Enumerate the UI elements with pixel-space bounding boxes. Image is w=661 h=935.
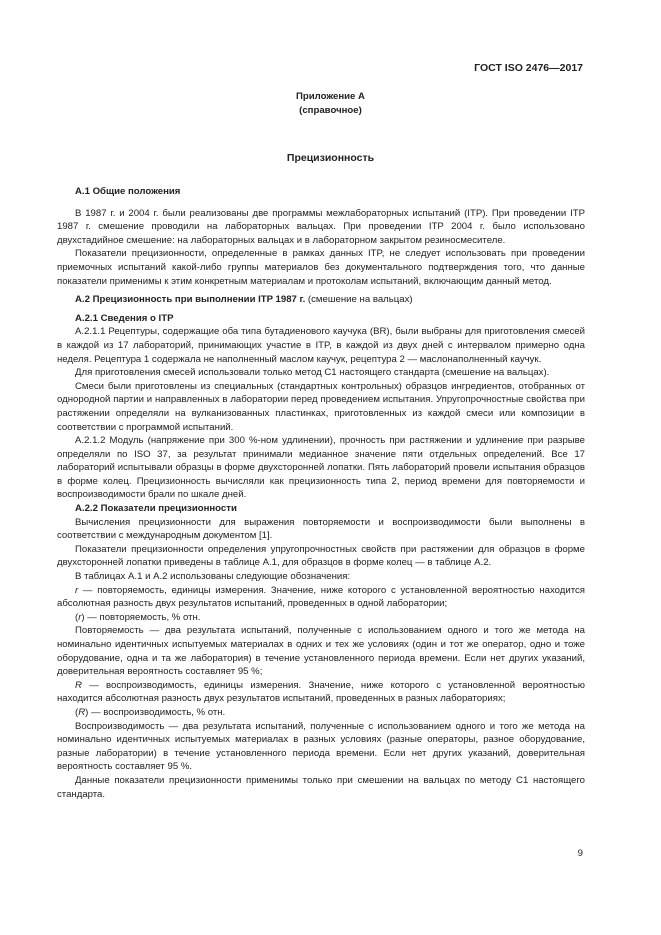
heading-a2 (57, 293, 585, 307)
paragraph: В таблицах А.1 и А.2 использованы следующие обозначения: (75, 571, 351, 583)
annex-type: (справочное) (299, 105, 362, 116)
section-title: Прецизионность (286, 152, 375, 164)
paragraph: В 1987 г. и 2004 г. были реализованы две программы межлабораторных испытаний (ITP). При проведении ITP 1987 г. смешение проводили на лабораторных вальцах. При проведении ITP 2004 г. было использовано двухстадийное смешение: на лабораторных вальцах и в лабораторном закрытом резиносмесителе. (57, 207, 585, 246)
definition-text: ) — воспроизводимость, % отн. (85, 706, 226, 718)
symbol-r: r (75, 584, 79, 596)
definition-r (57, 584, 585, 611)
paragraph: Повторяемость — два результата испытаний, полученные с использованием одного и того же метода на номинально идентичных испытуемых материалах в одних и тех же условиях (один и тот же оператор, одно и тоже оборудование, одна и та же лаборатория) в течение установленного периода времени. Если нет других указаний, доверительная вероятность составляет 95 %; (57, 625, 585, 678)
definition-text: — повторяемость, единицы измерения. Значение, ниже которого с установленной вероятностью находится абсолютная разность двух результатов испытаний, проведенных в одной лаборатории; (57, 584, 585, 610)
paragraph: Показатели прецизионности определения упругопрочностных свойств при растяжении для образцов в форме двухсторонней лопатки приведены в таблице А.1, для образцов в форме колец — в таблице А.2. (57, 543, 585, 569)
paragraph: Воспроизводимость — два результата испытаний, полученные с использованием одного и того же метода на номинально идентичных испытуемых материалах в разных условиях (разные операторы, разное оборудование, разные лаборатории) в течение установленного периода времени. Если нет других указаний, доверительная вероятность составляет 95 %. (57, 720, 585, 773)
bracket: ( (75, 706, 79, 718)
bracket: ( (75, 611, 79, 623)
paragraph: Вычисления прецизионности для выражения повторяемости и воспроизводимости были выполнены в соответствии с международным документом [1]. (57, 516, 585, 542)
definition-text: ) — повторяемость, % отн. (81, 611, 201, 623)
symbol-r: r (78, 611, 82, 623)
definition-text: — воспроизводимость, единицы измерения. Значение, ниже которого с установленной вероятностью находится абсолютная разность двух результатов испытаний, проведенных в разных лабораториях; (57, 679, 585, 705)
paragraph: А.2.1.1 Рецептуры, содержащие оба типа бутадиенового каучука (BR), были выбраны для приготовления смесей в каждой из 17 лабораторий, принимающих участие в ITP, в каждой из двух дней с интервалом примерно одна неделя. Рецептура 1 содержала не наполненный маслом каучук, рецептура 2 — маслонаполненный каучук. (57, 326, 585, 365)
definition-r-relative (57, 611, 585, 625)
heading-a21: А.2.1 Сведения о ITP (75, 312, 174, 324)
document-body (57, 185, 585, 801)
definition-R-relative (57, 706, 585, 720)
paragraph: Для приготовления смесей использовали только метод С1 настоящего стандарта (смешение на вальцах). (75, 367, 550, 379)
symbol-R: R (78, 706, 86, 718)
standard-code-header: ГОСТ ISO 2476—2017 (474, 62, 583, 74)
paragraph: Смеси были приготовлены из специальных (стандартных контрольных) образцов ингредиентов, отобранных от однородной партии и направленных в лаборатории перед проведением испытания. Упругопрочностные свойства при растяжении определяли на вулканизованных пластинках, приготовленных из каждой смеси или композиции в соответствии с программой испытаний. (57, 380, 585, 433)
annex-heading (0, 90, 661, 118)
symbol-R: R (75, 679, 82, 691)
paragraph: Показатели прецизионности, определенные в рамках данных ITP, не следует использовать при проведении приемочных испытаний какой-либо группы материалов без документального подтверждения того, что данные показатели применимы к этим конкретным материалам и протоколам испытаний, включающим данный метод. (57, 248, 585, 287)
heading-a2-rest: (смешение на вальцах) (305, 294, 413, 306)
heading-a2-bold: А.2 Прецизионность при выполнении ITP 1987 г. (75, 294, 306, 306)
paragraph: Данные показатели прецизионности применимы только при смешении на вальцах по методу С1 настоящего стандарта. (57, 774, 585, 800)
definition-R (57, 679, 585, 706)
heading-a1: А.1 Общие положения (75, 186, 181, 197)
heading-a22: А.2.2 Показатели прецизионности (75, 503, 237, 515)
page-number: 9 (577, 848, 583, 859)
annex-label: Приложение А (296, 91, 365, 102)
paragraph: А.2.1.2 Модуль (напряжение при 300 %-ном удлинении), прочность при растяжении и удлинение при разрыве определяли по ISO 37, за результат принимали медианное значение пяти отдельных определений. Все 17 лабораторий испытывали образцы в форме двухсторонней лопатки. Пять лабораторий провели испытания образцов в форме колец. Прецизионность вычисляли как прецизионность типа 2, период времени для повторяемости и воспроизводимости брали по шкале дней. (57, 435, 585, 501)
